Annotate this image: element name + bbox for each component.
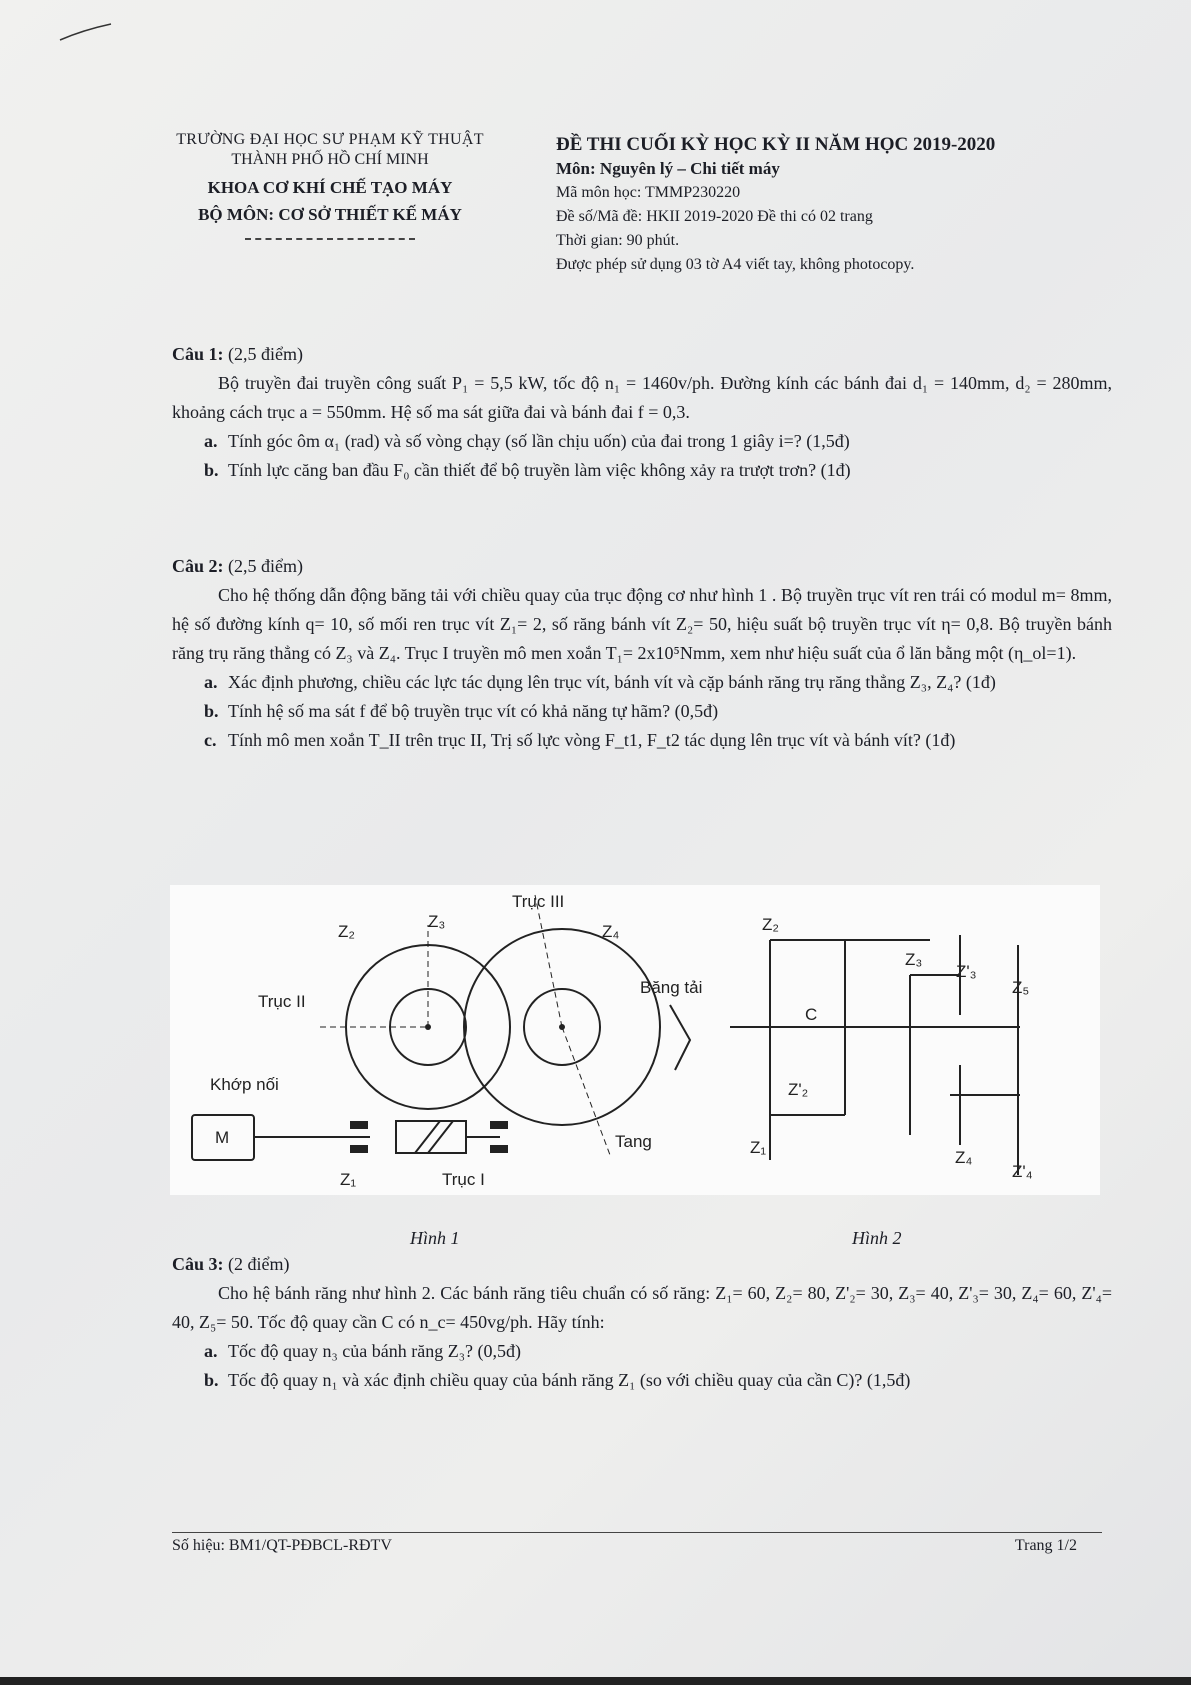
fig2-label-z1: Z₁ xyxy=(750,1138,767,1157)
q3-body: Cho hệ bánh răng như hình 2. Các bánh răng tiêu chuẩn có số răng: Z₁= 60, Z₂= 80, Z'₂= 30, Z₃= 40, Z'₃= 30, Z₄= 60, Z'₄= 40, Z₅= 50. Tốc độ quay cần C có n_c= 450vg/ph. Hãy tính: xyxy=(172,1283,1112,1332)
q2-a-label: a. xyxy=(204,672,218,692)
fig2-label-z4: Z₄ xyxy=(955,1148,973,1167)
fig1-label-z2: Z₂ xyxy=(338,922,355,941)
q2-a: Xác định phương, chiều các lực tác dụng lên trục vít, bánh vít và cặp bánh răng trụ răng thẳng Z₃, Z₄? (1đ) xyxy=(228,672,996,692)
divider xyxy=(245,238,415,240)
q2-b-label: b. xyxy=(204,701,219,721)
q1-a: Tính góc ôm α₁ (rad) và số vòng chạy (số lần chịu uốn) của đai trong 1 giây i=? (1,5đ) xyxy=(228,431,850,451)
figure-2-caption: Hình 2 xyxy=(852,1228,902,1248)
faculty-name: KHOA CƠ KHÍ CHẾ TẠO MÁY xyxy=(207,178,453,197)
figures xyxy=(170,885,1100,1195)
fig2-label-z3p: Z'₃ xyxy=(956,962,977,981)
q1-points: (2,5 điểm) xyxy=(228,344,303,364)
figure-1-diagram xyxy=(170,885,1100,1195)
exam-id: Đề số/Mã đề: HKII 2019-2020 Đề thi có 02 trang xyxy=(556,208,873,225)
fig2-label-z3: Z₃ xyxy=(905,950,923,969)
q2-c: Tính mô men xoắn T_II trên trục II, Trị số lực vòng F_t1, F_t2 tác dụng lên trục vít và bánh vít? (1đ) xyxy=(228,730,956,750)
school-header xyxy=(120,130,540,240)
fig1-label-truc1: Trục I xyxy=(442,1170,485,1189)
page-number: Trang 1/2 xyxy=(1014,1537,1077,1554)
fig1-label-z4: Z₄ xyxy=(602,922,620,941)
exam-note: Được phép sử dụng 03 tờ A4 viết tay, không photocopy. xyxy=(556,256,915,273)
q2-points: (2,5 điểm) xyxy=(228,556,303,576)
q3-b: Tốc độ quay n₁ và xác định chiều quay của bánh răng Z₁ (so với chiều quay của cần C)? (1,5đ) xyxy=(228,1370,911,1390)
exam-header xyxy=(556,133,1076,277)
q2-c-label: c. xyxy=(204,730,217,750)
scan-edge xyxy=(0,1677,1191,1685)
fig2-label-z4p: Z'₄ xyxy=(1012,1162,1033,1181)
page-footer xyxy=(172,1532,1102,1555)
q3-a-label: a. xyxy=(204,1341,218,1361)
fig1-label-khop-noi: Khớp nối xyxy=(210,1075,279,1094)
document-code: Số hiệu: BM1/QT-PĐBCL-RĐTV xyxy=(172,1537,392,1554)
q3-points: (2 điểm) xyxy=(228,1254,290,1274)
fig2-label-z2p: Z'₂ xyxy=(788,1080,809,1099)
q3-title: Câu 3: xyxy=(172,1254,224,1274)
department-name: BỘ MÔN: CƠ SỞ THIẾT KẾ MÁY xyxy=(198,205,462,224)
fig1-label-motor: M xyxy=(215,1128,230,1147)
figure-1-caption: Hình 1 xyxy=(410,1228,460,1248)
city-name: THÀNH PHỐ HỒ CHÍ MINH xyxy=(231,151,429,168)
pen-mark xyxy=(58,22,113,42)
fig1-label-z1: Z₁ xyxy=(340,1170,357,1189)
fig2-label-c: C xyxy=(805,1005,818,1024)
fig1-label-bang-tai: Băng tải xyxy=(640,978,703,997)
exam-time: Thời gian: 90 phút. xyxy=(556,232,680,249)
q2-b: Tính hệ số ma sát f để bộ truyền trục vít có khả năng tự hãm? (0,5đ) xyxy=(228,701,719,721)
fig2-label-z5: Z₅ xyxy=(1012,978,1030,997)
q1-title: Câu 1: xyxy=(172,344,224,364)
question-1 xyxy=(172,340,1112,485)
fig1-label-truc2: Trục II xyxy=(258,992,306,1011)
q2-body: Cho hệ thống dẫn động băng tải với chiều quay của trục động cơ như hình 1 . Bộ truyền trục vít ren trái có modul m= 8mm, hệ số đường kính q= 10, số mối ren trục vít Z₁= 2, số răng bánh vít Z₂= 50, hiệu suất bộ truyền trục vít η= 0,8. Bộ truyền bánh răng trụ răng thẳng có Z₃ và Z₄. Trục I truyền mô men xoắn T₁= 2x10⁵Nmm, xem như hiệu suất của ổ lăn bằng một (η_ol=1). xyxy=(172,585,1112,663)
exam-title: ĐỀ THI CUỐI KỲ HỌC KỲ II NĂM HỌC 2019-2020 xyxy=(556,134,996,155)
course-code: Mã môn học: TMMP230220 xyxy=(556,184,741,201)
q1-b-label: b. xyxy=(204,460,219,480)
q2-title: Câu 2: xyxy=(172,556,224,576)
university-name: TRƯỜNG ĐẠI HỌC SƯ PHẠM KỸ THUẬT xyxy=(176,131,484,148)
q1-body: Bộ truyền đai truyền công suất P₁ = 5,5 kW, tốc độ n₁ = 1460v/ph. Đường kính các bánh đai d₁ = 140mm, d₂ = 280mm, khoảng cách trục a = 550mm. Hệ số ma sát giữa đai và bánh đai f = 0,3. xyxy=(172,373,1112,422)
fig1-label-tang: Tang xyxy=(615,1132,652,1151)
question-3 xyxy=(172,1250,1112,1395)
question-2 xyxy=(172,552,1112,755)
subject: Môn: Nguyên lý – Chi tiết máy xyxy=(556,159,780,178)
fig1-label-z3: Z₃ xyxy=(428,912,446,931)
q3-b-label: b. xyxy=(204,1370,219,1390)
fig2-label-z2: Z₂ xyxy=(762,915,779,934)
q3-a: Tốc độ quay n₃ của bánh răng Z₃? (0,5đ) xyxy=(228,1341,521,1361)
fig1-label-truc3: Trục III xyxy=(512,892,565,911)
q1-b: Tính lực căng ban đầu F₀ cần thiết để bộ truyền làm việc không xảy ra trượt trơn? (1đ) xyxy=(228,460,851,480)
q1-a-label: a. xyxy=(204,431,218,451)
